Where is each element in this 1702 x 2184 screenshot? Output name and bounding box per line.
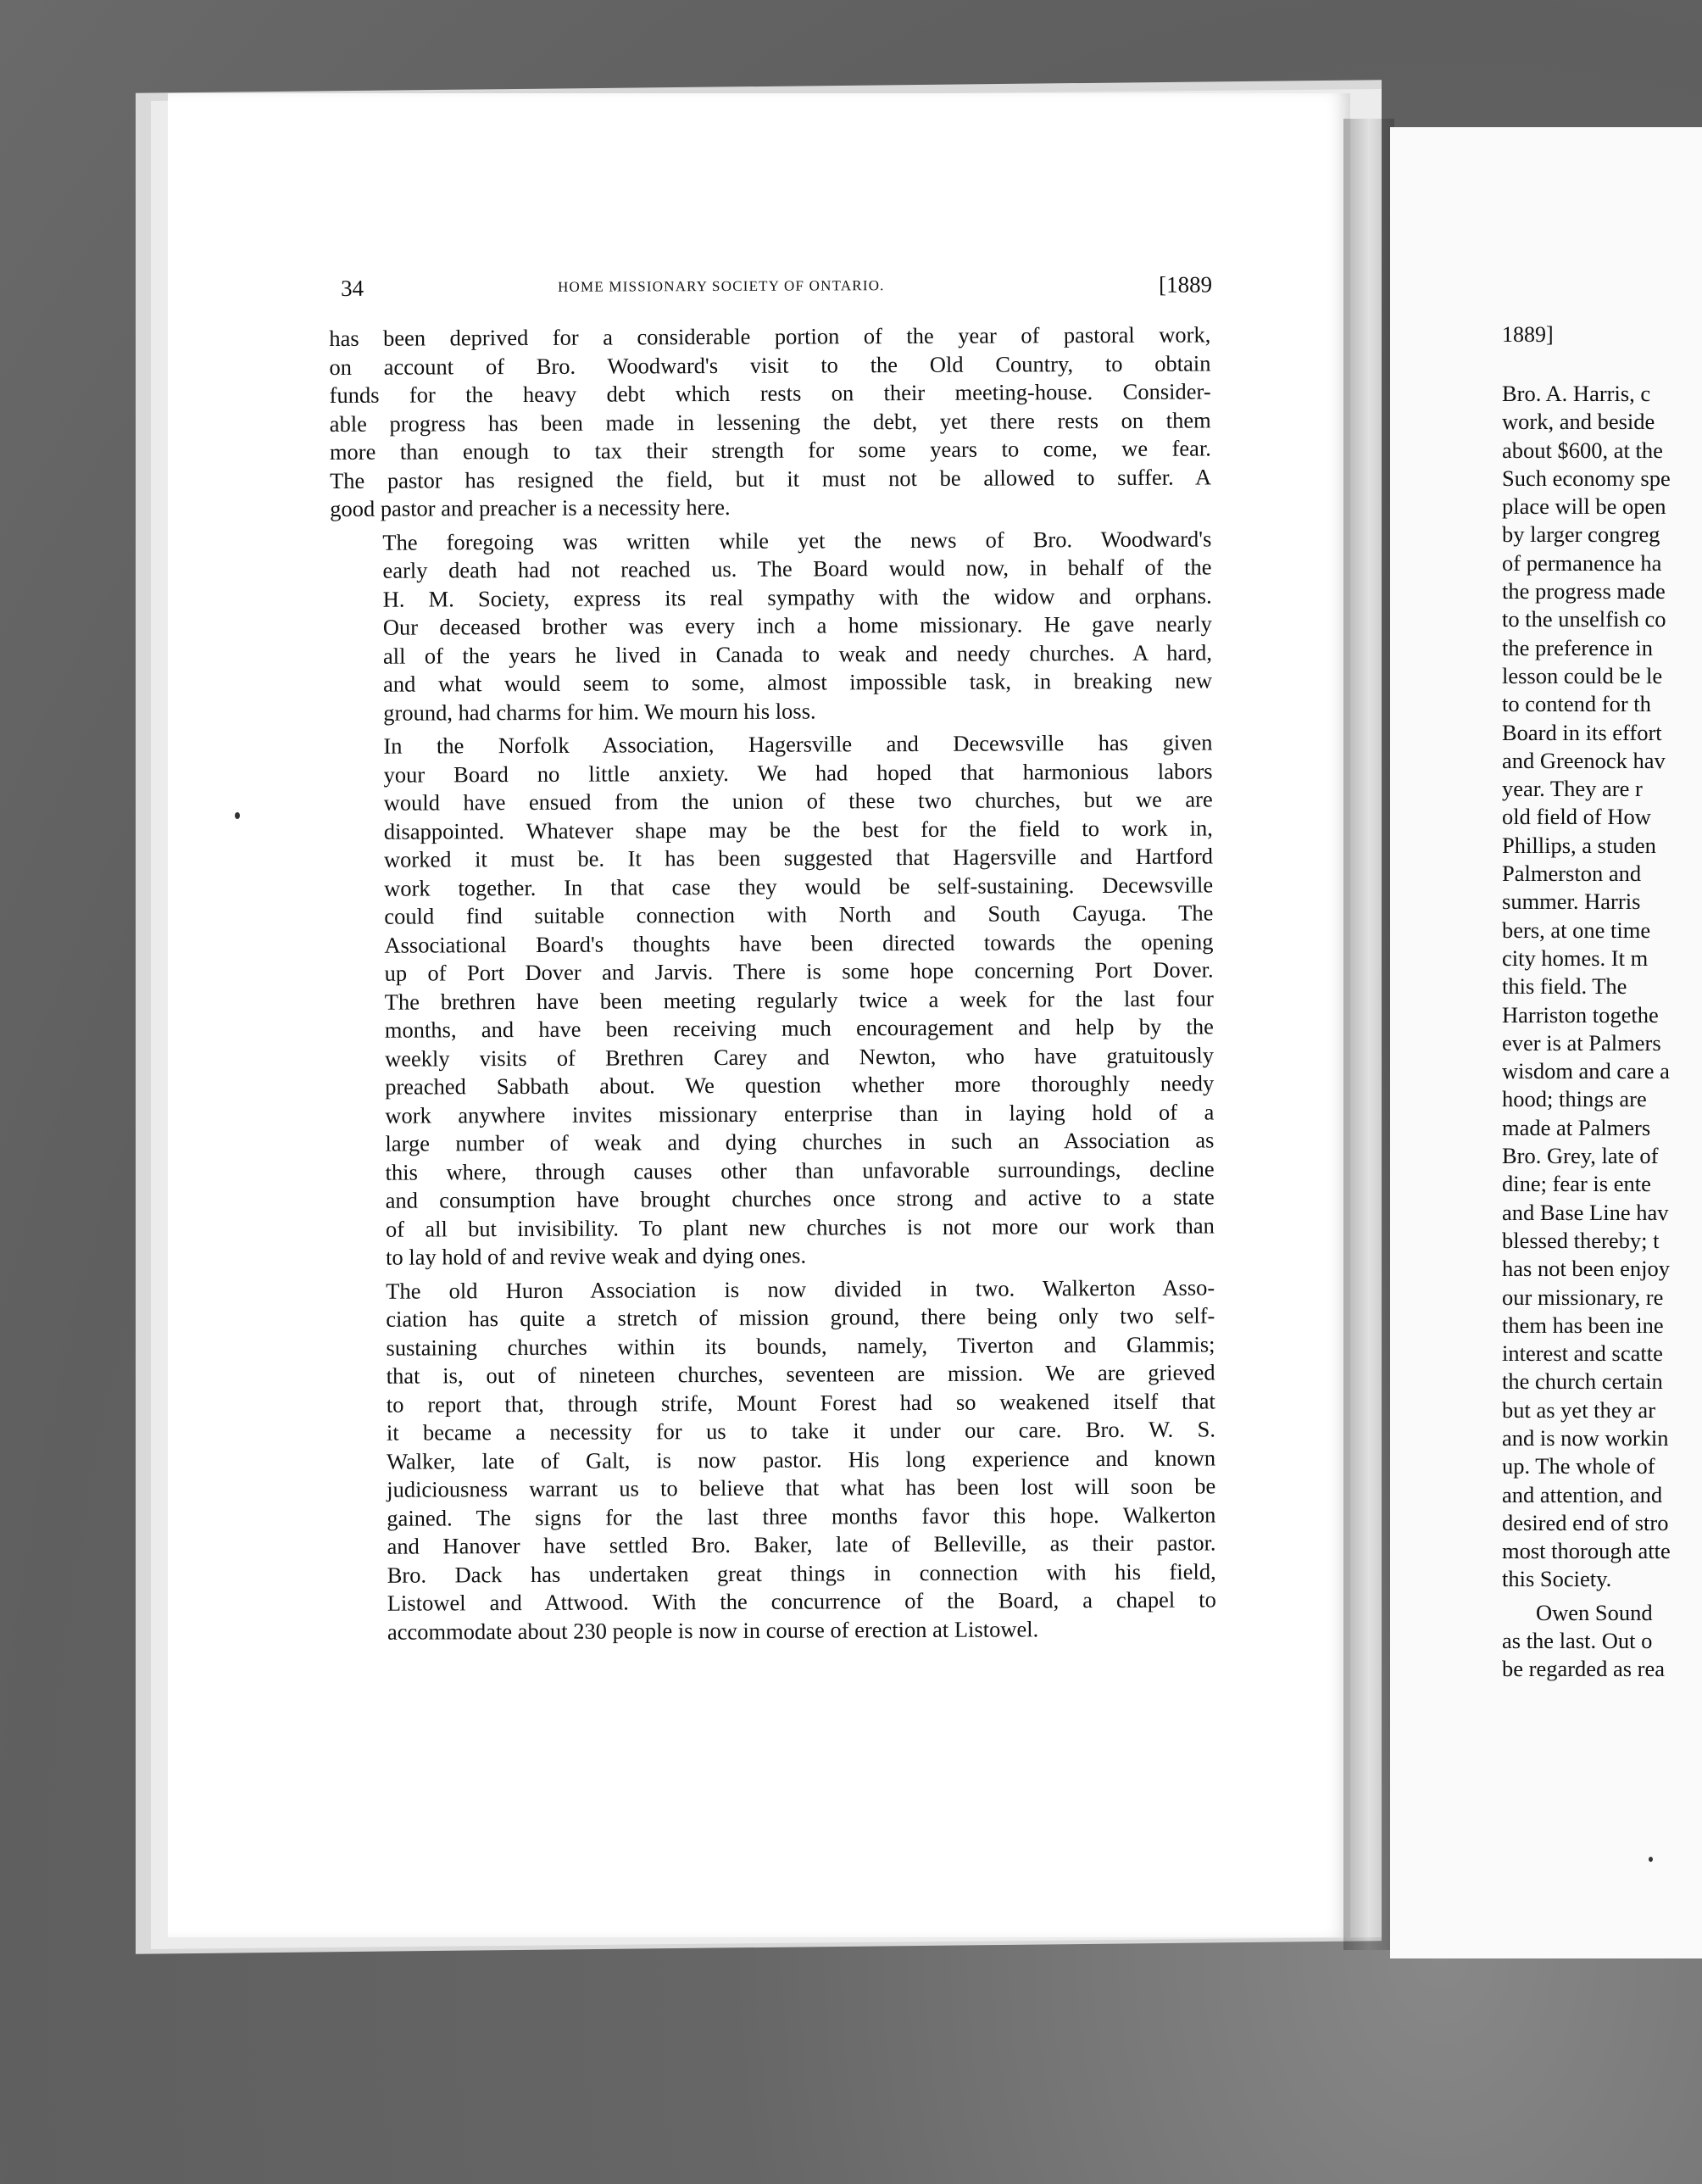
page-gutter-shadow [1343,119,1394,1950]
text-line: be regarded as rea [1502,1656,1665,1682]
text-line: Board in its effort [1502,719,1662,745]
text-line: and Hanover have settled Bro. Baker, late of Belleville, as their pastor. [387,1529,1216,1559]
right-page-content [1502,322,1702,1684]
text-line: interest and scatte [1502,1340,1663,1367]
right-running-year: 1889] [1502,322,1554,347]
paragraph [329,320,1211,523]
text-line: Walker, late of Galt, is now pastor. His long experience and known [387,1444,1216,1474]
text-line: lesson could be le [1502,662,1663,688]
text-line: Bro. A. Harris, c [1502,381,1651,406]
text-line: about $600, at the [1502,437,1663,463]
text-line: work together. In that case they would be self-sustaining. Decewsville [384,871,1214,901]
text-line: year. They are r [1502,776,1643,802]
text-line: the progress made [1502,578,1666,604]
text-line: ciation has quite a stretch of mission ground, there being only two self- [386,1302,1215,1332]
text-line: and Greenock hav [1502,747,1666,773]
text-line: ever is at Palmers [1502,1029,1661,1056]
text-line: hood; things are [1502,1086,1647,1112]
text-line: and Base Line hav [1502,1199,1669,1225]
text-line: good pastor and preacher is a necessity here. [330,493,731,521]
text-line: up of Port Dover and Jarvis. There is some hope concerning Port Dover. [384,956,1214,986]
text-line: The brethren have been meeting regularly twice a week for the last four [384,984,1214,1015]
text-line: the preference in [1502,634,1654,660]
text-line: accommodate about 230 people is now in course of erection at Listowel. [387,1615,1039,1645]
scan-speck [1649,1857,1653,1862]
page-number: 34 [340,275,364,301]
text-line: sustaining churches within its bounds, namely, Tiverton and Glammis; [386,1330,1215,1361]
text-line: Phillips, a studen [1502,832,1656,858]
text-line: Palmerston and [1502,861,1642,887]
text-line: Harriston togethe [1502,1001,1659,1028]
text-line: has not been enjoy [1502,1256,1670,1282]
text-line: them has been ine [1502,1312,1664,1338]
text-line: would have ensued from the union of these two churches, but we are [383,786,1213,816]
text-line: this where, through causes other than unfavorable surroundings, decline [385,1155,1215,1185]
text-line: desired end of stro [1502,1509,1669,1535]
text-line: on account of Bro. Woodward's visit to the Old Country, to obtain [329,349,1211,380]
text-line: more than enough to tax their strength for some years to come, we fear. [329,435,1211,465]
text-line: place will be open [1502,493,1666,520]
text-line: The old Huron Association is now divided in two. Walkerton Asso- [386,1273,1215,1304]
text-line: dine; fear is ente [1502,1171,1651,1197]
text-line: made at Palmers [1502,1114,1651,1140]
text-line: early death had not reached us. The Board would now, in behalf of the [382,554,1212,583]
paragraph [330,525,1212,727]
text-line: work, and beside [1502,409,1655,435]
text-line: worked it must be. It has been suggested that Hagersville and Hartford [383,843,1214,872]
text-line: bers, at one time [1502,916,1651,943]
text-line: could find suitable connection with North and South Cayuga. The [384,900,1214,929]
body-text [329,320,1216,1646]
left-page [168,93,1350,1937]
text-line: to the unselfish co [1502,606,1666,632]
text-line: of permanence ha [1502,549,1662,576]
running-title: HOME MISSIONARY SOCIETY OF ONTARIO. [558,277,885,295]
left-page-content [329,271,1216,1652]
text-line: and is now workin [1502,1424,1669,1451]
text-line: city homes. It m [1502,944,1649,971]
text-line: work anywhere invites missionary enterprise than in laying hold of a [385,1098,1215,1128]
text-line: In the Norfolk Association, Hagersville and Decewsville has given [383,729,1213,759]
text-line: able progress has been made in lessening the debt, yet there rests on them [329,406,1211,437]
text-line: large number of weak and dying churches in such an Association as [385,1127,1215,1156]
text-line: H. M. Society, express its real sympathy with the widow and orphans. [382,582,1212,612]
text-line: Bro. Dack has undertaken great things in connection with his field, [387,1557,1216,1588]
text-line: this field. The [1502,973,1627,1000]
text-line: blessed thereby; t [1502,1227,1660,1253]
text-line: judiciousness warrant us to believe that what has been lost will soon be [387,1473,1216,1502]
running-head [329,271,1213,309]
text-line: that is, out of nineteen churches, seventeen are mission. We are grieved [386,1359,1215,1389]
text-line: Listowel and Attwood. With the concurrence of the Board, a chapel to [387,1586,1216,1616]
paragraph [331,728,1215,1272]
text-line: summer. Harris [1502,889,1641,915]
text-line: Bro. Grey, late of [1502,1143,1659,1169]
text-line: has been deprived for a considerable portion of the year of pastoral work, [329,321,1211,351]
text-line: it became a necessity for us to take it under our care. Bro. W. S. [386,1416,1216,1446]
text-line: to contend for th [1502,691,1651,717]
text-line: Such economy spe [1502,465,1671,491]
text-line: old field of How [1502,804,1651,830]
paragraph [333,1273,1216,1646]
text-line: and consumption have brought churches once strong and active to a state [385,1184,1215,1213]
text-line: disappointed. Whatever shape may be the best for the field to work in, [383,814,1213,844]
text-line: your Board no little anxiety. We had hoped that harmonious labors [383,757,1213,788]
text-line: The foregoing was written while yet the news of Bro. Woodward's [382,525,1212,555]
text-line: of all but invisibility. To plant new churches is not more our work than [385,1212,1215,1242]
text-line: Our deceased brother was every inch a home missionary. He gave nearly [382,610,1212,640]
text-line: to lay hold of and revive weak and dying ones. [385,1242,807,1270]
text-line: by larger congreg [1502,521,1660,548]
right-page [1390,127,1702,1958]
text-line: funds for the heavy debt which rests on their meeting-house. Consider- [329,378,1211,408]
text-line: wisdom and care a [1502,1058,1670,1084]
text-line: all of the years he lived in Canada to weak and needy churches. A hard, [382,638,1213,669]
scan-speck [235,812,240,819]
text-line: weekly visits of Brethren Carey and Newton, who have gratuitously [384,1041,1215,1072]
text-line: Associational Board's thoughts have been directed towards the opening [384,928,1214,958]
text-line: the church certain [1502,1368,1663,1395]
text-line: The pastor has resigned the field, but it must not be allowed to suffer. A [329,463,1212,493]
text-line: but as yet they ar [1502,1396,1656,1423]
text-line: ground, had charms for him. We mourn his loss. [383,697,816,726]
text-line: gained. The signs for the last three months favor this hope. Walkerton [387,1501,1216,1531]
text-line: months, and have been receiving much encouragement and help by the [384,1013,1214,1043]
text-line: this Society. [1502,1566,1612,1592]
text-line: and attention, and [1502,1481,1663,1507]
text-line: and what would seem to some, almost impossible task, in breaking new [383,667,1213,697]
text-line: as the last. Out o [1502,1628,1653,1654]
text-line: to report that, through strife, Mount Forest had so weakened itself that [386,1387,1215,1418]
right-page-text [1502,380,1702,1684]
text-line: most thorough atte [1502,1538,1671,1564]
running-year: [1889 [1158,271,1213,298]
text-line: our missionary, re [1502,1284,1664,1310]
text-line: up. The whole of [1502,1453,1655,1479]
text-line: Owen Sound [1536,1599,1653,1625]
text-line: preached Sabbath about. We question whether more thoroughly needy [385,1070,1215,1100]
